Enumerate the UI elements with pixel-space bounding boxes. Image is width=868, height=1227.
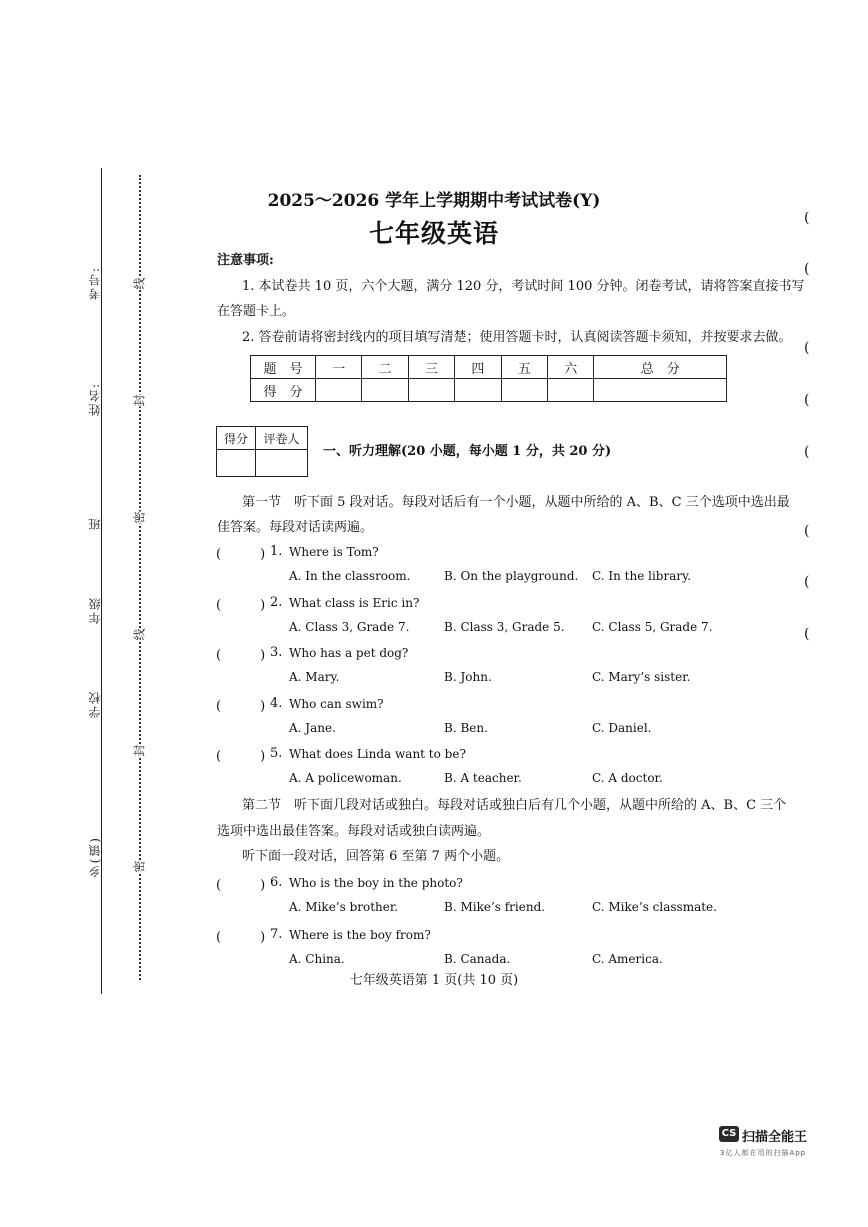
question-number: 4.	[270, 696, 283, 711]
question-text: What does Linda want to be?	[289, 747, 466, 761]
option-b: B. Canada.	[444, 952, 511, 966]
question-text: Where is the boy from?	[289, 928, 431, 942]
option-a: A. Mike’s brother.	[289, 900, 399, 914]
option-c: C. Class 5, Grade 7.	[592, 620, 713, 634]
question-number: 5.	[270, 746, 283, 761]
option-a: A. Mary.	[289, 670, 340, 684]
notice-item-1-cont: 在答题卡上。	[217, 304, 296, 319]
score-table-header-cell: 四	[455, 356, 501, 379]
notice-item-1: 1. 本试卷共 10 页，六个大题，满分 120 分，考试时间 100 分钟。闭卷考试，请将答案直接书写	[242, 279, 805, 294]
edge-paren: (	[804, 392, 810, 408]
edge-paren: (	[804, 210, 810, 226]
exam-title: 2025～2026 学年上学期期中考试试卷(Y)	[267, 191, 601, 211]
score-table-header-total: 总 分	[594, 356, 727, 379]
part-1-instructions: 第一节 听下面 5 段对话。每段对话后有一个小题，从题中所给的 A、B、C 三个选项中选出最	[242, 495, 790, 510]
question-number: 3.	[270, 645, 283, 660]
option-a: A. A policewoman.	[289, 771, 402, 785]
option-c: C. In the library.	[592, 569, 692, 583]
answer-blank[interactable]: ( )	[216, 878, 266, 893]
score-cell[interactable]	[594, 379, 727, 402]
class-label: 班	[88, 516, 102, 530]
score-cell[interactable]	[316, 379, 362, 402]
score-cell[interactable]	[548, 379, 594, 402]
option-b: B. On the playground.	[444, 569, 579, 583]
score-table-score-row	[251, 379, 727, 402]
edge-paren: (	[804, 574, 810, 590]
grader-name-header: 评卷人	[256, 427, 308, 450]
option-a: A. Jane.	[289, 721, 336, 735]
question-number: 7.	[270, 927, 283, 942]
score-table-header-label: 题 号	[251, 356, 316, 379]
score-table-header-cell: 三	[408, 356, 454, 379]
exam-number-label: 考号:	[88, 266, 102, 301]
student-name-label: 姓名:	[88, 382, 102, 417]
question-number: 1.	[270, 544, 283, 559]
score-cell[interactable]	[501, 379, 547, 402]
option-c: C. A doctor.	[592, 771, 663, 785]
part-2-instructions: 第二节 听下面几段对话或独白。每段对话或独白后有几个小题，从题中所给的 A、B、C 三个	[242, 798, 787, 813]
notice-item-2: 2. 答卷前请将密封线内的项目填写清楚；使用答题卡时，认真阅读答题卡须知，并按要求去做。	[242, 330, 792, 345]
score-table-header-cell: 六	[548, 356, 594, 379]
page-footer: 七年级英语第 1 页(共 10 页)	[349, 973, 519, 988]
score-table-header-cell: 五	[501, 356, 547, 379]
score-table-header-row	[251, 356, 727, 379]
edge-paren: (	[804, 523, 810, 539]
subject-title: 七年级英语	[368, 219, 499, 248]
edge-paren: (	[804, 444, 810, 460]
part-2-instructions-cont: 选项中选出最佳答案。每段对话或独白读两遍。	[217, 824, 491, 839]
option-b: B. John.	[444, 670, 492, 684]
score-cell[interactable]	[362, 379, 408, 402]
option-c: C. Mary’s sister.	[592, 670, 691, 684]
question-text: Who can swim?	[289, 697, 384, 711]
option-b: B. Class 3, Grade 5.	[444, 620, 565, 634]
score-cell[interactable]	[408, 379, 454, 402]
part-1-instructions-cont: 佳答案。每段对话读两遍。	[217, 520, 374, 535]
school-label: 学校	[88, 690, 102, 718]
answer-blank[interactable]: ( )	[216, 699, 266, 714]
grader-score-header: 得分	[217, 427, 256, 450]
edge-paren: (	[804, 340, 810, 356]
question-number: 2.	[270, 595, 283, 610]
grade-label: 年级	[88, 596, 102, 624]
answer-blank[interactable]: ( )	[216, 930, 266, 945]
score-table-header-cell: 一	[316, 356, 362, 379]
option-b: B. Mike’s friend.	[444, 900, 546, 914]
seal-char-secret: 密	[129, 511, 150, 523]
option-c: C. Mike’s classmate.	[592, 900, 717, 914]
answer-blank[interactable]: ( )	[216, 749, 266, 764]
seal-dotted-line	[139, 175, 141, 980]
score-table	[250, 355, 727, 402]
question-text: Who is the boy in the photo?	[289, 876, 463, 890]
seal-char-line: 线	[129, 628, 150, 640]
dialog-intro: 听下面一段对话，回答第 6 至第 7 两个小题。	[242, 849, 510, 864]
answer-blank[interactable]: ( )	[216, 598, 266, 613]
edge-paren: (	[804, 261, 810, 277]
grader-name-cell[interactable]	[256, 450, 308, 477]
notice-heading: 注意事项:	[217, 253, 274, 268]
seal-char-seal: 封	[129, 744, 150, 756]
score-table-score-label: 得 分	[251, 379, 316, 402]
camscanner-name: 扫描全能王	[742, 1130, 808, 1145]
answer-blank[interactable]: ( )	[216, 547, 266, 562]
seal-char-seal: 封	[129, 394, 150, 406]
section-1-title: 一、听力理解(20 小题，每小题 1 分，共 20 分)	[323, 444, 612, 459]
option-b: B. A teacher.	[444, 771, 522, 785]
score-cell[interactable]	[455, 379, 501, 402]
camscanner-logo-icon: CS	[719, 1126, 739, 1142]
seal-char-secret: 密	[129, 860, 150, 872]
edge-paren: (	[804, 626, 810, 642]
question-text: Where is Tom?	[289, 545, 379, 559]
question-number: 6.	[270, 875, 283, 890]
camscanner-tagline: 3亿人都在用的扫描App	[720, 1149, 807, 1157]
grader-score-cell[interactable]	[217, 450, 256, 477]
option-c: C. America.	[592, 952, 663, 966]
option-c: C. Daniel.	[592, 721, 652, 735]
seal-char-line: 线	[129, 277, 150, 289]
question-text: Who has a pet dog?	[289, 646, 409, 660]
option-a: A. In the classroom.	[289, 569, 411, 583]
town-label: 乡(镇)	[88, 836, 102, 878]
option-a: A. China.	[289, 952, 345, 966]
score-table-header-cell: 二	[362, 356, 408, 379]
option-b: B. Ben.	[444, 721, 488, 735]
option-a: A. Class 3, Grade 7.	[289, 620, 410, 634]
question-text: What class is Eric in?	[289, 596, 420, 610]
answer-blank[interactable]: ( )	[216, 648, 266, 663]
grader-table	[216, 426, 308, 477]
